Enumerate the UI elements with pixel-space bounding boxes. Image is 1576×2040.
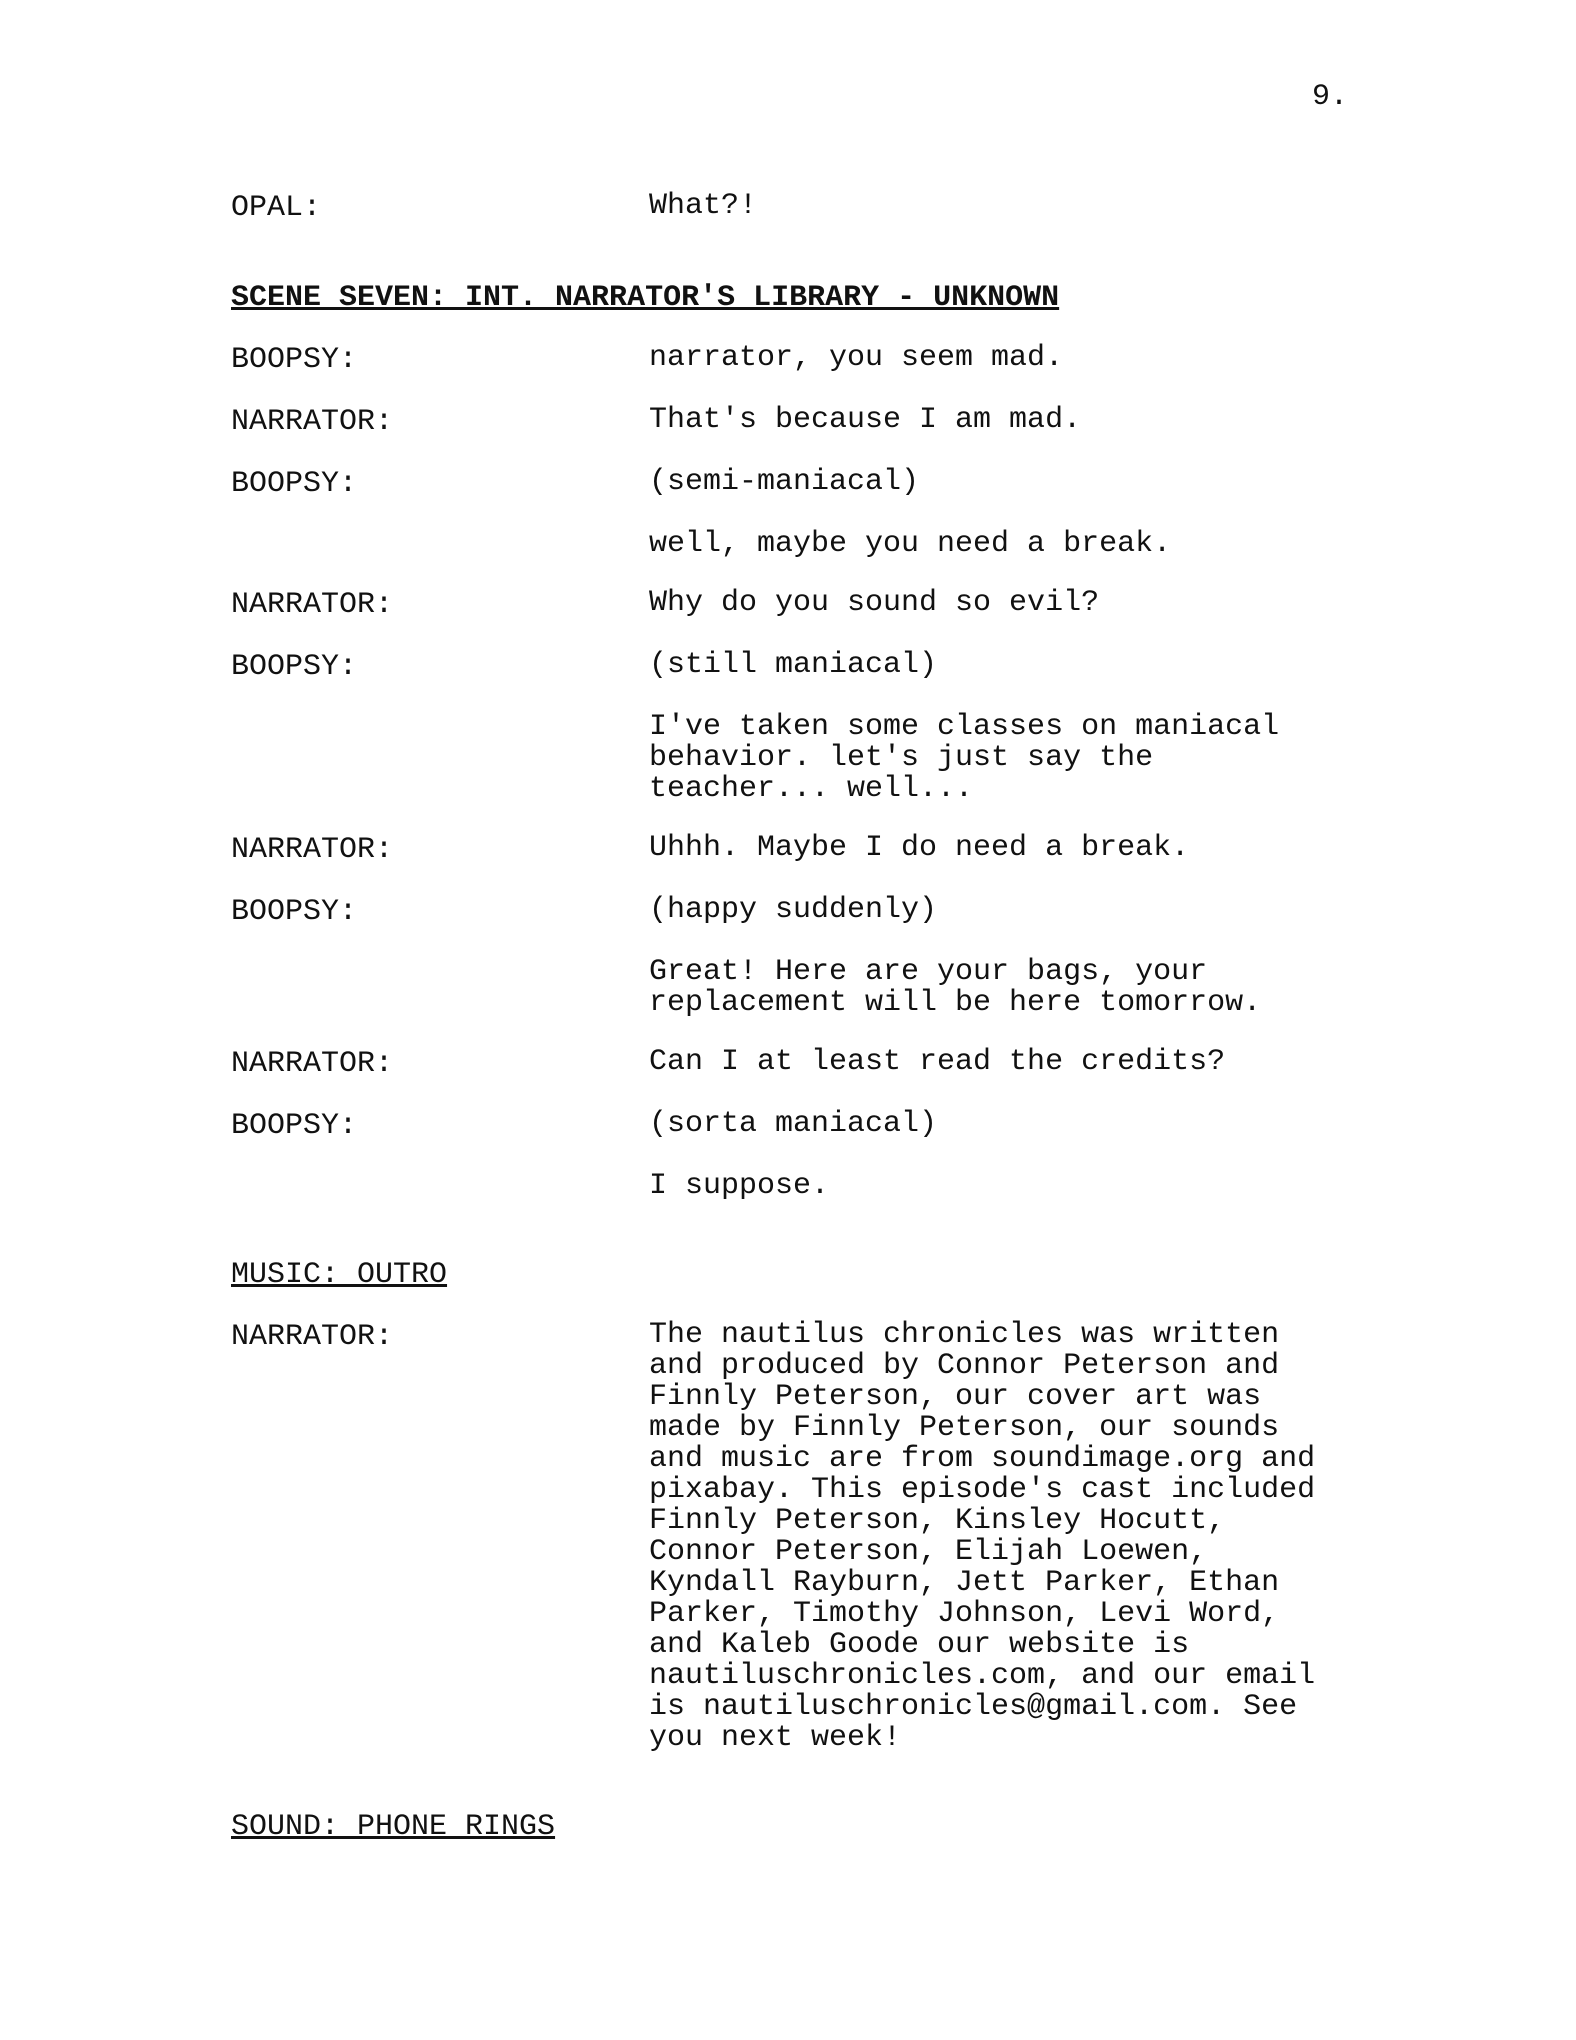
character-name <box>231 529 649 560</box>
character-name: NARRATOR: <box>231 405 394 439</box>
scene-heading: SCENE SEVEN: INT. NARRATOR'S LIBRARY - UNKNOWN <box>231 281 1060 315</box>
character-name <box>231 957 649 1019</box>
page-number: 9. <box>1312 80 1349 114</box>
character-name: BOOPSY: <box>231 343 358 377</box>
parenthetical: (semi-maniacal) <box>649 465 920 499</box>
character-name: NARRATOR: <box>231 1320 394 1354</box>
dialogue-row-credits <box>231 1320 1351 1754</box>
dialogue-line: What?! <box>649 189 758 223</box>
dialogue-row <box>231 467 1351 501</box>
dialogue-row <box>231 895 1351 929</box>
parenthetical: (sorta maniacal) <box>649 1107 938 1141</box>
character-name: BOOPSY: <box>231 1109 358 1143</box>
dialogue-line: Can I at least read the credits? <box>649 1045 1226 1079</box>
character-name: BOOPSY: <box>231 650 358 684</box>
dialogue-row <box>231 1047 1351 1081</box>
script-body <box>231 191 1351 1844</box>
character-name: OPAL: <box>231 191 322 225</box>
dialogue-line: narrator, you seem mad. <box>649 341 1064 375</box>
dialogue-row <box>231 957 1351 1019</box>
dialogue-line: Why do you sound so evil? <box>649 586 1100 620</box>
dialogue-row <box>231 405 1351 439</box>
character-name: NARRATOR: <box>231 833 394 867</box>
dialogue-row <box>231 833 1351 867</box>
character-name: NARRATOR: <box>231 588 394 622</box>
music-cue: MUSIC: OUTRO <box>231 1258 448 1292</box>
character-name: NARRATOR: <box>231 1047 394 1081</box>
character-name: BOOPSY: <box>231 895 358 929</box>
parenthetical: (still maniacal) <box>649 648 938 682</box>
dialogue-line: I've taken some classes on maniacal behavior. let's just say the teacher... well... <box>649 710 1280 806</box>
character-name <box>231 712 649 805</box>
dialogue-line: Uhhh. Maybe I do need a break. <box>649 831 1190 865</box>
character-name: BOOPSY: <box>231 467 358 501</box>
sound-cue: SOUND: PHONE RINGS <box>231 1810 556 1844</box>
dialogue-line: I suppose. <box>649 1169 830 1203</box>
dialogue-line: Great! Here are your bags, your replacement will be here tomorrow. <box>649 955 1262 1020</box>
dialogue-row <box>231 588 1351 622</box>
dialogue-row <box>231 529 1351 560</box>
parenthetical: (happy suddenly) <box>649 893 938 927</box>
dialogue-line: That's because I am mad. <box>649 403 1082 437</box>
dialogue-row-opal <box>231 191 1351 225</box>
credits-text: The nautilus chronicles was written and produced by Connor Peterson and Finnly Peterson, our cover art was made by Finnly Peterson, our sounds and music are from soundimage.org and pixabay. This episode's cast included Finnly Peterson, Kinsley Hocutt, Connor Peterson, Elijah Loewen, Kyndall Rayburn, Jett Parker, Ethan Parker, Timothy Johnson, Levi Word, and Kaleb Goode our website is nautiluschronicles.com, and our email is nautiluschronicles@gmail.com. See you next week! <box>649 1318 1316 1755</box>
dialogue-row <box>231 343 1351 377</box>
dialogue-row <box>231 1171 1351 1202</box>
dialogue-row <box>231 712 1351 805</box>
dialogue-row <box>231 1109 1351 1143</box>
dialogue-row <box>231 650 1351 684</box>
dialogue-line: well, maybe you need a break. <box>649 527 1172 561</box>
character-name <box>231 1171 649 1202</box>
